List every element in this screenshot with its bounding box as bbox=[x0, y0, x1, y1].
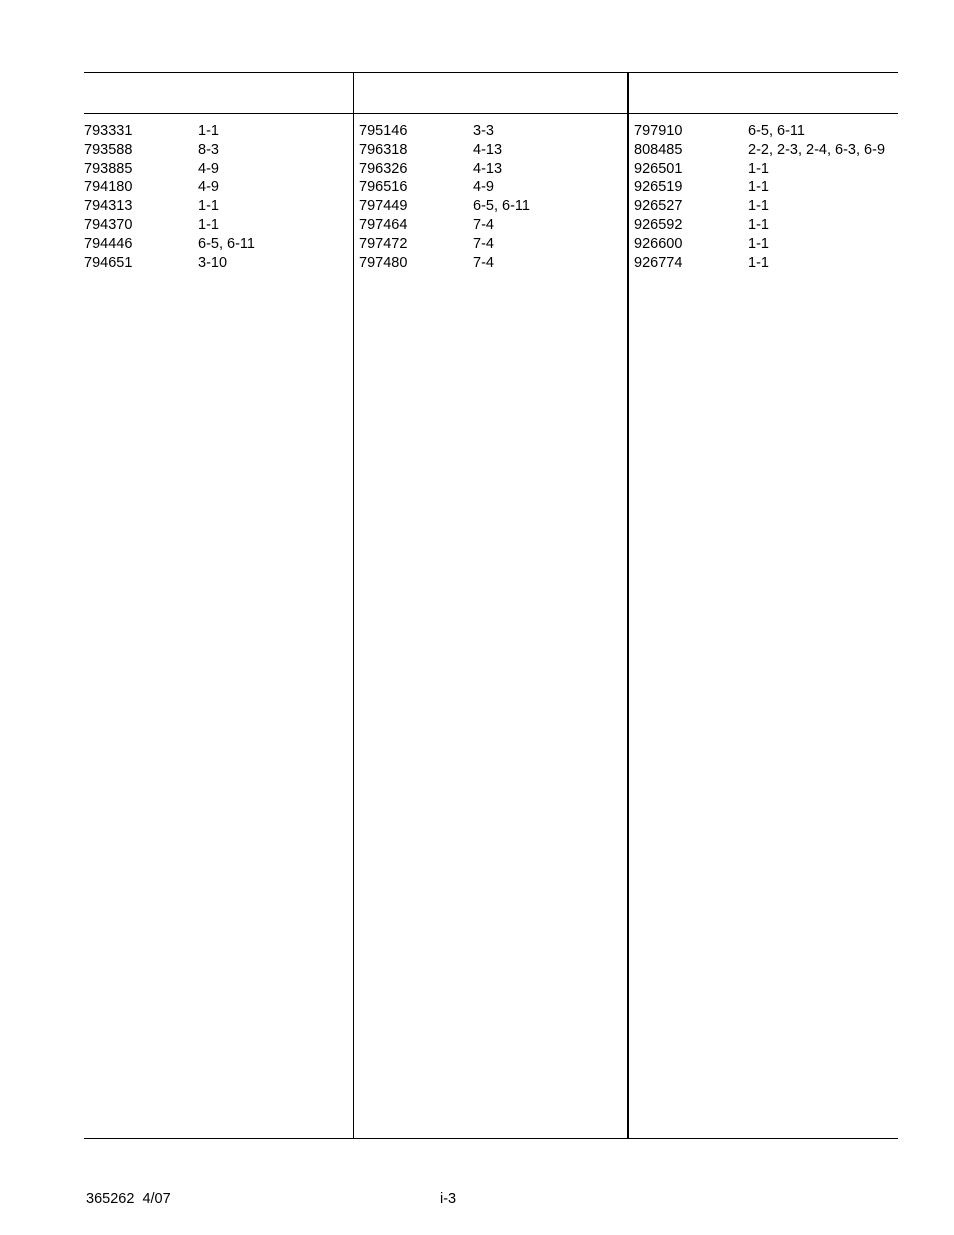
part-number: 797910 bbox=[634, 123, 683, 139]
part-number: 796326 bbox=[359, 160, 408, 177]
page-reference: 1-1 bbox=[748, 198, 769, 215]
index-column-2 bbox=[359, 122, 624, 272]
table-row bbox=[84, 216, 349, 235]
part-number: 795146 bbox=[359, 123, 408, 139]
table-row bbox=[634, 254, 900, 273]
page-reference: 6-5, 6-11 bbox=[748, 123, 805, 139]
part-number: 794651 bbox=[84, 254, 133, 271]
part-number: 808485 bbox=[634, 141, 683, 158]
table-row bbox=[84, 141, 349, 160]
page-reference: 4-9 bbox=[198, 160, 219, 177]
page-reference: 3-10 bbox=[198, 254, 228, 271]
table-row bbox=[359, 216, 624, 235]
table-row bbox=[634, 160, 900, 179]
page-reference: 4-9 bbox=[473, 179, 494, 196]
page-reference: 6-5, 6-11 bbox=[198, 235, 255, 252]
part-number: 926501 bbox=[634, 160, 683, 177]
table-row bbox=[84, 254, 349, 273]
page-number: i-3 bbox=[440, 1191, 457, 1207]
table-row bbox=[359, 160, 624, 179]
page-reference: 1-1 bbox=[198, 198, 219, 215]
table-bottom-rule bbox=[84, 1138, 898, 1139]
part-number: 926774 bbox=[634, 254, 683, 271]
page-reference: 1-1 bbox=[748, 235, 769, 252]
part-number: 796318 bbox=[359, 141, 408, 158]
page-reference: 1-1 bbox=[198, 216, 219, 233]
table-row bbox=[359, 122, 624, 141]
part-number: 794446 bbox=[84, 235, 133, 252]
part-number: 926592 bbox=[634, 216, 683, 233]
table-row bbox=[634, 235, 900, 254]
page-reference: 8-3 bbox=[198, 141, 219, 158]
page-reference: 7-4 bbox=[473, 254, 494, 271]
part-number: 926600 bbox=[634, 235, 683, 252]
part-number: 926527 bbox=[634, 198, 683, 215]
table-row bbox=[359, 141, 624, 160]
table-row bbox=[84, 160, 349, 179]
page-reference: 2-2, 2-3, 2-4, 6-3, 6-9 bbox=[748, 141, 886, 158]
page-reference: 1-1 bbox=[748, 216, 769, 233]
table-row bbox=[359, 254, 624, 273]
page-reference: 7-4 bbox=[473, 216, 494, 233]
page-reference: 3-3 bbox=[473, 123, 494, 139]
table-row bbox=[84, 122, 349, 141]
document-id: 365262 4/07 bbox=[86, 1191, 171, 1207]
page-reference: 6-5, 6-11 bbox=[473, 198, 530, 215]
table-row bbox=[359, 178, 624, 197]
table-row bbox=[84, 197, 349, 216]
part-number: 797480 bbox=[359, 254, 408, 271]
header-bottom-rule bbox=[84, 113, 898, 114]
part-number: 797472 bbox=[359, 235, 408, 252]
part-number: 796516 bbox=[359, 179, 408, 196]
table-row bbox=[634, 216, 900, 235]
page-reference: 7-4 bbox=[473, 235, 494, 252]
part-number: 794313 bbox=[84, 198, 133, 215]
table-row bbox=[634, 141, 900, 160]
table-row bbox=[634, 178, 900, 197]
table-row bbox=[359, 235, 624, 254]
part-number: 797449 bbox=[359, 198, 408, 215]
part-number: 793588 bbox=[84, 141, 133, 158]
table-row bbox=[359, 197, 624, 216]
page-reference: 1-1 bbox=[748, 179, 769, 196]
table-row bbox=[84, 178, 349, 197]
part-number: 797464 bbox=[359, 216, 408, 233]
page-reference: 4-13 bbox=[473, 160, 503, 177]
table-top-rule bbox=[84, 72, 898, 73]
part-number: 926519 bbox=[634, 179, 683, 196]
column-divider-1 bbox=[353, 73, 354, 1139]
part-number: 793885 bbox=[84, 160, 133, 177]
page-reference: 4-13 bbox=[473, 141, 503, 158]
part-number: 794370 bbox=[84, 216, 133, 233]
part-number: 794180 bbox=[84, 179, 133, 196]
table-row bbox=[84, 235, 349, 254]
part-number: 793331 bbox=[84, 123, 133, 139]
page-reference: 1-1 bbox=[748, 160, 769, 177]
index-column-1 bbox=[84, 122, 349, 272]
table-row bbox=[634, 122, 900, 141]
column-divider-2 bbox=[627, 73, 629, 1139]
page-reference: 1-1 bbox=[748, 254, 769, 271]
page-reference: 1-1 bbox=[198, 123, 219, 139]
page-reference: 4-9 bbox=[198, 179, 219, 196]
table-row bbox=[634, 197, 900, 216]
index-column-3 bbox=[634, 122, 900, 272]
